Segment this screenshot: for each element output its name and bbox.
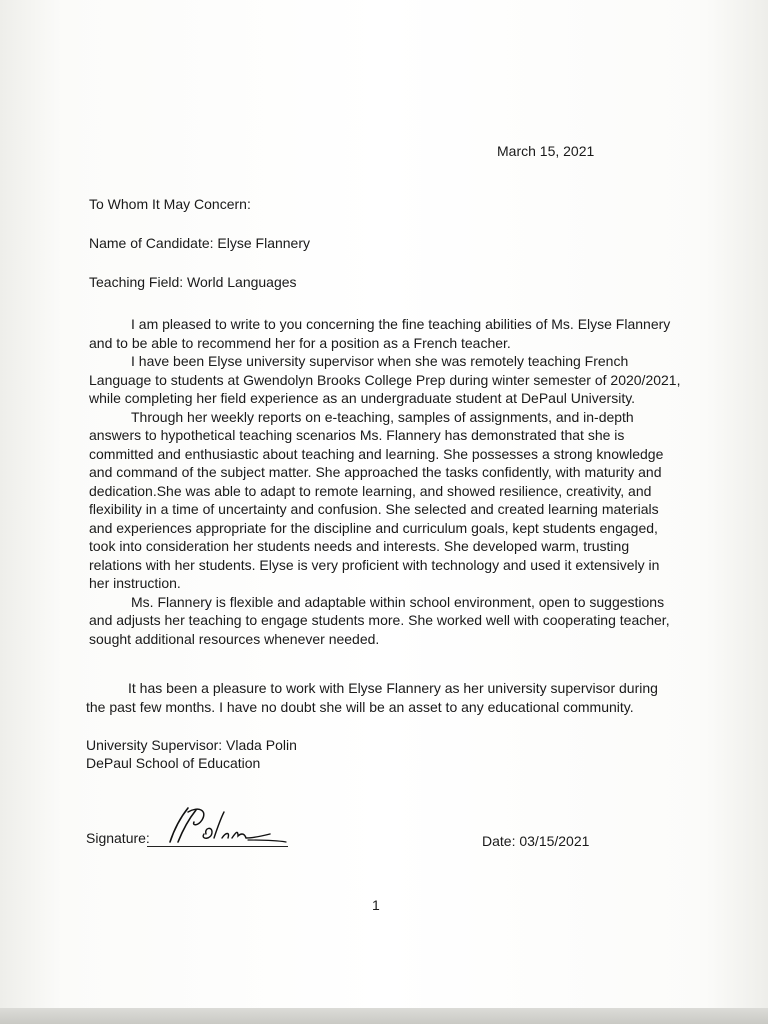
- paragraph-line: flexibility in a time of uncertainty and confusion. She selected and created learning materials: [89, 501, 659, 517]
- paragraph-line: Language to students at Gwendolyn Brooks College Prep during winter semester of 2020/2021,: [89, 371, 681, 388]
- letter-date: March 15, 2021: [497, 143, 595, 159]
- signature-label: Signature:: [86, 830, 150, 846]
- paragraph-line: took into consideration her students needs and interests. She developed warm, trusting: [89, 538, 630, 554]
- supervisor-name: University Supervisor: Vlada Polin: [86, 737, 297, 753]
- paragraph-line: while completing her field experience as an undergraduate student at DePaul University.: [89, 390, 636, 406]
- paragraph-line: It has been a pleasure to work with Elyse Flannery as her university supervisor during: [128, 680, 658, 696]
- letter-body: [89, 315, 689, 648]
- teaching-field-line: Teaching Field: World Languages: [89, 274, 297, 290]
- paragraph-line: Ms. Flannery is flexible and adaptable within school environment, open to suggestions: [131, 593, 665, 610]
- signature-date: Date: 03/15/2021: [482, 833, 590, 849]
- paragraph-line: the past few months. I have no doubt she will be an asset to any educational community.: [86, 698, 634, 715]
- paragraph-line: committed and enthusiastic about teaching and learning. She possesses a strong knowledge: [89, 445, 664, 462]
- letter-closing: [86, 679, 686, 716]
- candidate-name-line: Name of Candidate: Elyse Flannery: [89, 235, 310, 251]
- paragraph-line: Through her weekly reports on e-teaching, samples of assignments, and in-depth: [131, 408, 634, 425]
- paragraph-line: and command of the subject matter. She approached the tasks confidently, with maturity and: [89, 464, 662, 480]
- handwritten-signature: [152, 804, 292, 848]
- paragraph-line: and to be able to recommend her for a position as a French teacher.: [89, 334, 511, 351]
- paragraph-line: I am pleased to write to you concerning the fine teaching abilities of Ms. Elyse Flannery: [131, 316, 671, 332]
- page-number: 1: [372, 897, 380, 913]
- signature-line: [147, 846, 288, 847]
- paragraph-line: I have been Elyse university supervisor when she was remotely teaching French: [131, 353, 629, 369]
- paragraph-line: relations with her students. Elyse is very proficient with technology and used it extensively in: [89, 556, 660, 573]
- paragraph-line: answers to hypothetical teaching scenarios Ms. Flannery has demonstrated that she is: [89, 427, 625, 443]
- paragraph-line: and experiences appropriate for the discipline and curriculum goals, kept students engaged,: [89, 519, 658, 536]
- supervisor-school: DePaul School of Education: [86, 755, 261, 771]
- paragraph-line: her instruction.: [89, 575, 181, 591]
- paragraph-line: sought additional resources whenever needed.: [89, 630, 380, 647]
- paragraph-line: and adjusts her teaching to engage students more. She worked well with cooperating teacher,: [89, 612, 670, 628]
- scan-bottom-edge: [0, 1008, 768, 1024]
- paragraph-line: dedication.She was able to adapt to remote learning, and showed resilience, creativity, and: [89, 482, 652, 499]
- salutation: To Whom It May Concern:: [89, 196, 251, 212]
